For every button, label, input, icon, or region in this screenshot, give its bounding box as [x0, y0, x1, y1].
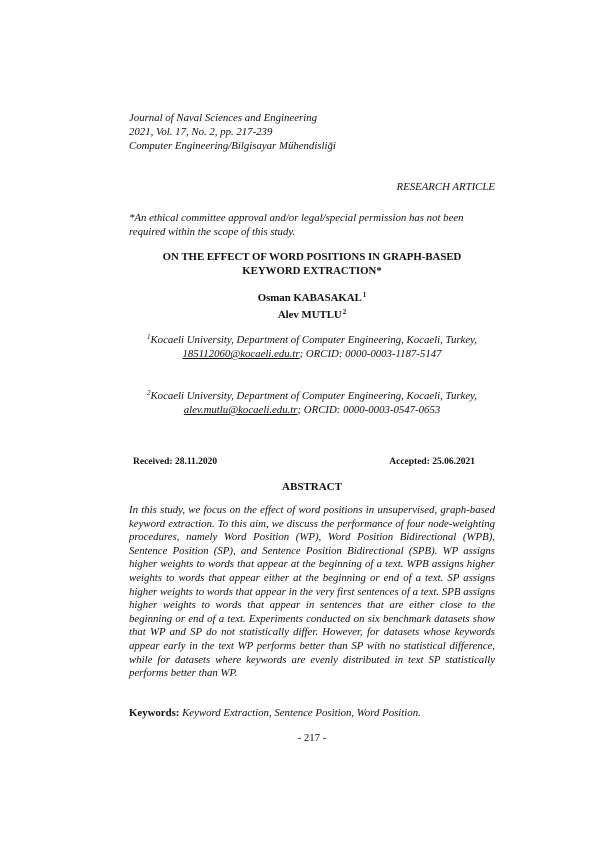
keywords [129, 706, 495, 720]
accepted-date: Accepted: 25.06.2021 [389, 457, 475, 467]
affiliation-2 [129, 386, 495, 417]
article-type: RESEARCH ARTICLE [396, 181, 495, 193]
affiliation-sup: 1 [146, 333, 151, 341]
page-number: - 217 - [297, 732, 327, 744]
title-line-2: KEYWORD EXTRACTION* [242, 265, 382, 277]
author-2 [129, 305, 495, 322]
affiliation-1 [129, 330, 495, 361]
journal-name: Journal of Naval Sciences and Engineering [129, 112, 318, 124]
email-link[interactable]: alev.mutlu@kocaeli.edu.tr [183, 404, 298, 416]
received-date: Received: 28.11.2020 [133, 457, 218, 467]
author-sup: 2 [342, 308, 347, 316]
affiliation-sup: 2 [146, 389, 151, 397]
email-link[interactable]: 185112060@kocaeli.edu.tr [182, 348, 300, 360]
abstract-body: In this study, we focus on the effect of word positions in unsupervised, graph-based keyword extraction. To this aim, we discuss the performance of four node-weighting procedures, namely Word Position (WP), Word Position Bidirectional (WPB), Sentence Position (SP), and Sentence Position Bidirectional (SPB). WP assigns higher weights to words that appear at the beginning of a text. WPB assigns higher weights to words that appear either at the beginning or end of a text. SP assigns higher weights to words that appear in the very first sentences of a text. SPB assigns higher weights to words that appear in sentences that are either close to the beginning or end of a text. Experiments conducted on six benchmark datasets show that WP and SP do not statistically differ. However, for datasets whose keywords appear early in the text WP performs better than SP with no statistical difference, while for datasets where keywords are evenly distributed in text SP statistically performs better than WP. [129, 504, 495, 680]
author-list [129, 288, 495, 322]
author-name: Osman KABASAKAL [257, 292, 362, 304]
abstract-heading: ABSTRACT [282, 481, 342, 493]
author-1 [129, 288, 495, 305]
keywords-label: Keywords: [129, 707, 180, 719]
author-sup: 1 [362, 291, 367, 299]
orcid-text: ; ORCID: 0000-0003-0547-0653 [297, 404, 441, 416]
journal-volume: 2021, Vol. 17, No. 2, pp. 217-239 [129, 126, 273, 138]
author-name: Alev MUTLU [277, 309, 342, 321]
keywords-value: Keyword Extraction, Sentence Position, Word Position. [182, 707, 421, 719]
paper-title [129, 250, 495, 278]
affiliation-text: Kocaeli University, Department of Computer Engineering, Kocaeli, Turkey, [150, 390, 478, 402]
title-line-1: ON THE EFFECT OF WORD POSITIONS IN GRAPH-BASED [162, 251, 462, 263]
journal-section: Computer Engineering/Bilgisayar Mühendisliği [129, 140, 336, 152]
orcid-text: ; ORCID: 0000-0003-1187-5147 [299, 348, 442, 360]
ethics-note: *An ethical committee approval and/or legal/special permission has not been required within the scope of this study. [129, 212, 464, 238]
affiliation-text: Kocaeli University, Department of Computer Engineering, Kocaeli, Turkey, [150, 334, 478, 346]
journal-header [129, 111, 336, 153]
